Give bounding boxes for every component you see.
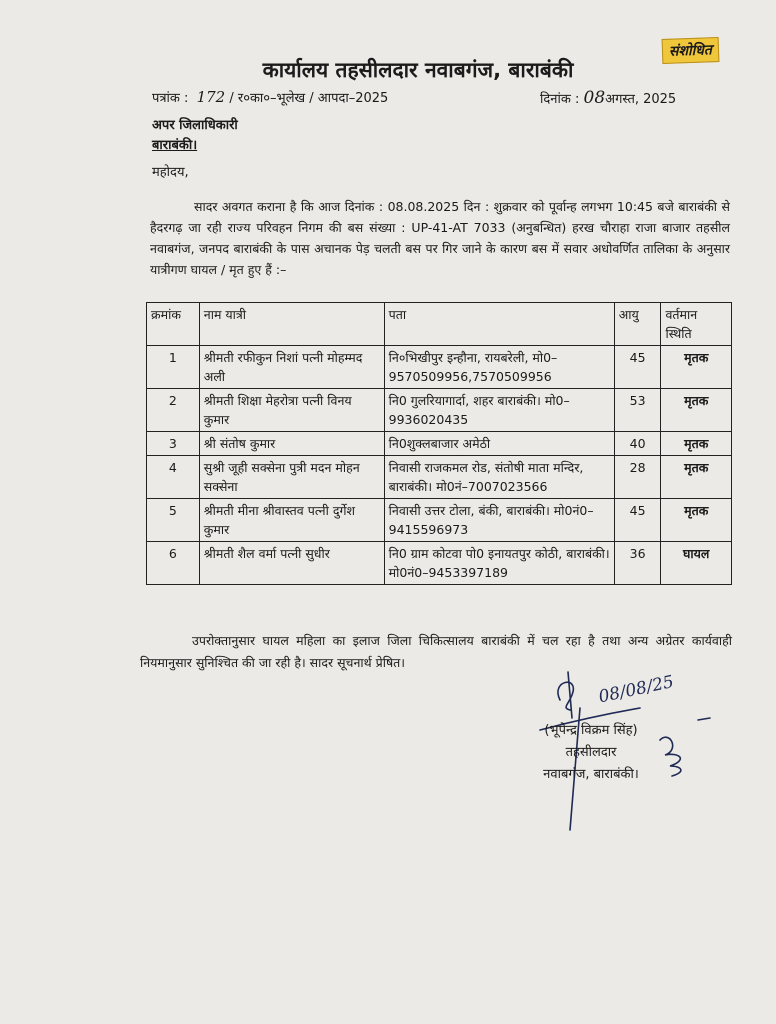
row-name: श्रीमती रफीकुन निशां पत्नी मोहम्मद अली — [199, 346, 384, 389]
recipient-place: बाराबंकी। — [152, 138, 198, 153]
row-status: मृतक — [661, 389, 732, 432]
header-sn: क्रमांक — [147, 303, 200, 346]
signatory-name: (भूपेन्द्र विक्रम सिंह) — [544, 723, 638, 738]
table-row — [147, 456, 732, 499]
date-label: दिनांक : — [540, 92, 580, 107]
signatory-place: नवाबगंज, बाराबंकी। — [543, 767, 639, 782]
row-address: नि0 ग्राम कोटवा पो0 इनायतपुर कोठी, बाराबंकी। मो0नं0–9453397189 — [384, 542, 614, 585]
header-status: वर्तमान स्थिति — [661, 303, 732, 346]
office-title: कार्यालय तहसीलदार नवाबगंज, बाराबंकी — [262, 58, 574, 82]
recipient-block — [152, 116, 238, 156]
table-header-row — [147, 303, 732, 346]
row-name: सुश्री जूही सक्सेना पुत्री मदन मोहन सक्सेना — [199, 456, 384, 499]
row-address: निवासी उत्तर टोला, बंकी, बाराबंकी। मो0नं0–9415596973 — [384, 499, 614, 542]
header-address: पता — [384, 303, 614, 346]
row-age: 53 — [614, 389, 661, 432]
row-status: मृतक — [661, 346, 732, 389]
row-address: नि०भिखीपुर इन्हौना, रायबरेली, मो0–9570509956,7570509956 — [384, 346, 614, 389]
row-age: 45 — [614, 346, 661, 389]
header-name: नाम यात्री — [199, 303, 384, 346]
row-name: श्रीमती शैल वर्मा पत्नी सुधीर — [199, 542, 384, 585]
row-address: नि0शुक्लबाजार अमेठी — [384, 432, 614, 456]
body-paragraph-1: सादर अवगत कराना है कि आज दिनांक : 08.08.2025 दिन : शुक्रवार को पूर्वान्ह लगभग 10:45 बजे बाराबंकी से हैदरगढ़ जा रही राज्य परिवहन निगम की बस संख्या : UP-41-AT 7033 (अनुबन्धित) हरख चौराहा राजा बाजार तहसील नवाबगंज, जनपद बाराबंकी के पास अचानक पेड़ चलती बस पर गिर जाने के कारण बस में सवार अधोवर्णित तालिका के अनुसार यात्रीगण घायल / मृत हुए हैं :– — [150, 199, 730, 277]
row-age: 28 — [614, 456, 661, 499]
row-address: निवासी राजकमल रोड, संतोषी माता मन्दिर, बाराबंकी। मो0नं–7007023566 — [384, 456, 614, 499]
victims-table — [146, 302, 732, 585]
row-age: 36 — [614, 542, 661, 585]
reference-number: 172 — [196, 88, 226, 106]
date-rest: अगस्त, 2025 — [605, 92, 677, 107]
row-sn: 4 — [147, 456, 200, 499]
row-name: श्री संतोष कुमार — [199, 432, 384, 456]
recipient-title: अपर जिलाधिकारी — [152, 118, 238, 133]
table-row — [147, 432, 732, 456]
row-sn: 2 — [147, 389, 200, 432]
row-status: मृतक — [661, 499, 732, 542]
row-sn: 1 — [147, 346, 200, 389]
signatory-block — [516, 720, 666, 786]
body-paragraph-2: उपरोक्तानुसार घायल महिला का इलाज जिला चिकित्सालय बाराबंकी में चल रहा है तथा अन्य अग्रेतर कार्यवाही नियमानुसार सुनिश्चित की जा रही है। सादर सूचनार्थ प्रेषित। — [140, 633, 732, 670]
reference-label: पत्रांक : — [152, 91, 189, 106]
row-sn: 3 — [147, 432, 200, 456]
row-name: श्रीमती शिक्षा मेहरोत्रा पत्नी विनय कुमार — [199, 389, 384, 432]
revised-stamp: संशोधित — [662, 37, 720, 64]
table-row — [147, 542, 732, 585]
row-status: मृतक — [661, 432, 732, 456]
table-row — [147, 499, 732, 542]
row-sn: 6 — [147, 542, 200, 585]
header-age: आयु — [614, 303, 661, 346]
signatory-designation: तहसीलदार — [565, 745, 617, 760]
reference-line — [152, 88, 388, 106]
reference-suffix: / र०का०–भूलेख / आपदा–2025 — [229, 91, 389, 106]
signature-date: 08/08/25 — [596, 671, 676, 708]
salutation: महोदय, — [152, 165, 189, 180]
table-row — [147, 346, 732, 389]
row-age: 45 — [614, 499, 661, 542]
table-row — [147, 389, 732, 432]
row-age: 40 — [614, 432, 661, 456]
row-sn: 5 — [147, 499, 200, 542]
date-line — [540, 88, 676, 108]
date-day: 08 — [583, 88, 606, 108]
row-name: श्रीमती मीना श्रीवास्तव पत्नी दुर्गेश कुमार — [199, 499, 384, 542]
row-status: मृतक — [661, 456, 732, 499]
row-status: घायल — [661, 542, 732, 585]
row-address: नि0 गुलरियागार्दा, शहर बाराबंकी। मो0–9936020435 — [384, 389, 614, 432]
